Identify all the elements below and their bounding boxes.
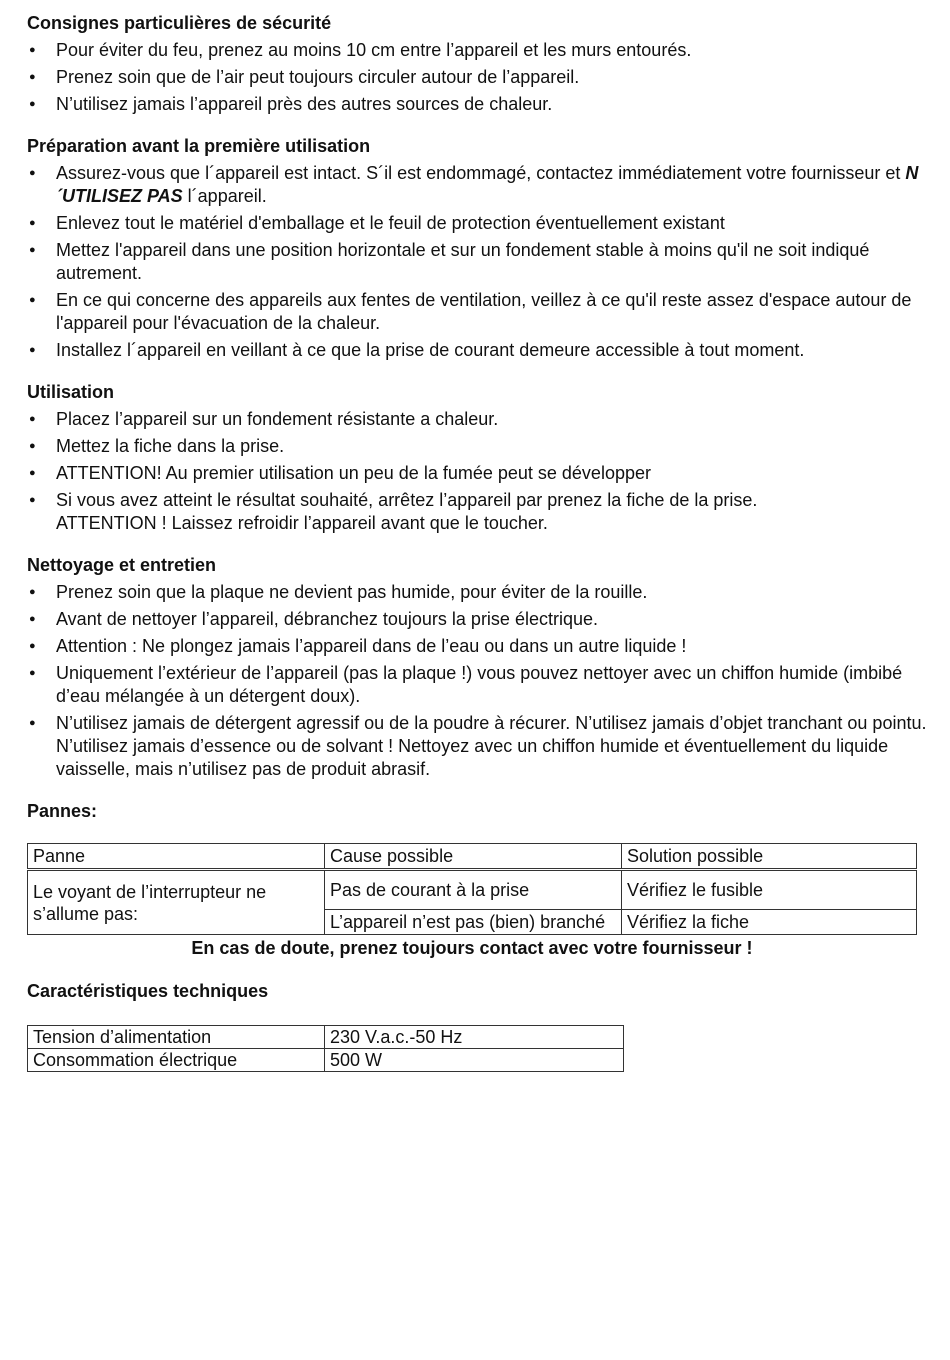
list-item: ● Installez l´appareil en veillant à ce que la prise de courant demeure accessible à tout moment. bbox=[27, 339, 927, 362]
list-item: ● Enlevez tout le matériel d'emballage et le feuil de protection éventuellement existant bbox=[27, 212, 927, 235]
preparation-heading: Préparation avant la première utilisation bbox=[27, 136, 371, 156]
tech-section bbox=[27, 980, 927, 1072]
spec-value: 230 V.a.c.-50 Hz bbox=[325, 1026, 624, 1049]
usage-section bbox=[27, 381, 927, 535]
usage-list bbox=[27, 408, 927, 535]
cause-cell: Pas de courant à la prise bbox=[325, 870, 622, 910]
column-header: Cause possible bbox=[325, 844, 622, 870]
list-item: ● N’utilisez jamais de détergent agressif ou de la poudre à récurer. N’utilisez jamais d’objet tranchant ou pointu. N’utilisez jamais d’essence ou de solvant ! Nettoyez avec un chiffon humide et éventuellement du liquide vaisselle, mais n’utilisez pas de produit abrasif. bbox=[27, 712, 927, 781]
preparation-section bbox=[27, 135, 927, 362]
troubleshooting-section bbox=[27, 800, 927, 960]
list-item bbox=[27, 489, 927, 535]
list-item: ● N’utilisez jamais l’appareil près des autres sources de chaleur. bbox=[27, 93, 927, 116]
table-row bbox=[28, 1049, 624, 1072]
item-text: Assurez-vous que l´appareil est intact. S´il est endommagé, contactez immédiatement votre fournisseur et bbox=[56, 163, 906, 183]
table-row bbox=[28, 1026, 624, 1049]
list-item: ● Avant de nettoyer l’appareil, débranchez toujours la prise électrique. bbox=[27, 608, 927, 631]
usage-heading: Utilisation bbox=[27, 382, 115, 402]
safety-section bbox=[27, 12, 927, 116]
table-header-row bbox=[28, 844, 917, 870]
warning-emphasis: N´UTILISEZ PAS bbox=[56, 163, 919, 206]
item-text: l´appareil. bbox=[182, 186, 267, 206]
document-page bbox=[27, 12, 927, 1072]
list-item: ● ATTENTION! Au premier utilisation un peu de la fumée peut se développer bbox=[27, 462, 927, 485]
table-row bbox=[28, 870, 917, 910]
safety-heading: Consignes particulières de sécurité bbox=[27, 13, 332, 33]
list-item bbox=[27, 162, 927, 208]
list-item: ● Prenez soin que la plaque ne devient pas humide, pour éviter de la rouille. bbox=[27, 581, 927, 604]
solution-cell: Vérifiez le fusible bbox=[622, 870, 917, 910]
spec-value: 500 W bbox=[325, 1049, 624, 1072]
list-item: ● Mettez l'appareil dans une position horizontale et sur un fondement stable à moins qu'il ne soit indiqué autrement. bbox=[27, 239, 927, 285]
troubleshooting-table bbox=[27, 843, 917, 935]
tech-heading: Caractéristiques techniques bbox=[27, 981, 269, 1001]
solution-cell: Vérifiez la fiche bbox=[622, 910, 917, 935]
list-item: ● Pour éviter du feu, prenez au moins 10 cm entre l’appareil et les murs entourés. bbox=[27, 39, 927, 62]
column-header: Panne bbox=[28, 844, 325, 870]
contact-note: En cas de doute, prenez toujours contact avec votre fournisseur ! bbox=[191, 938, 753, 958]
list-item: ● En ce qui concerne des appareils aux fentes de ventilation, veillez à ce qu'il reste assez d'espace autour de l'appareil pour l'évacuation de la chaleur. bbox=[27, 289, 927, 335]
cause-cell: L’appareil n’est pas (bien) branché bbox=[325, 910, 622, 935]
list-item: ● Uniquement l’extérieur de l’appareil (pas la plaque !) vous pouvez nettoyer avec un chiffon humide (imbibé d’eau mélangée à un détergent doux). bbox=[27, 662, 927, 708]
panne-cell: Le voyant de l’interrupteur ne s’allume pas: bbox=[28, 870, 325, 935]
item-text: ATTENTION ! Laissez refroidir l’appareil avant que le toucher. bbox=[56, 513, 548, 533]
column-header: Solution possible bbox=[622, 844, 917, 870]
list-item: ● Attention : Ne plongez jamais l’appareil dans de l’eau ou dans un autre liquide ! bbox=[27, 635, 927, 658]
spec-label: Tension d’alimentation bbox=[28, 1026, 325, 1049]
tech-table bbox=[27, 1025, 624, 1072]
safety-list bbox=[27, 39, 927, 116]
cleaning-heading: Nettoyage et entretien bbox=[27, 555, 217, 575]
preparation-list bbox=[27, 162, 927, 362]
list-item: ● Placez l’appareil sur un fondement résistante a chaleur. bbox=[27, 408, 927, 431]
spec-label: Consommation électrique bbox=[28, 1049, 325, 1072]
list-item: ● Mettez la fiche dans la prise. bbox=[27, 435, 927, 458]
list-item: ● Prenez soin que de l’air peut toujours circuler autour de l’appareil. bbox=[27, 66, 927, 89]
cleaning-section bbox=[27, 554, 927, 781]
troubleshooting-heading: Pannes: bbox=[27, 801, 98, 821]
cleaning-list bbox=[27, 581, 927, 781]
item-text: Si vous avez atteint le résultat souhaité, arrêtez l’appareil par prenez la fiche de la prise. bbox=[56, 490, 758, 510]
